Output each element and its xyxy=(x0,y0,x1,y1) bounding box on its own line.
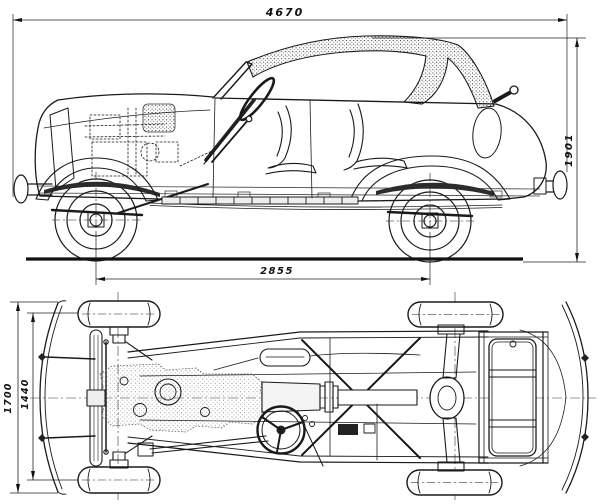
driveline-plan xyxy=(262,325,464,471)
dim-wheelbase-label: 2855 xyxy=(260,266,294,277)
air-filter xyxy=(143,104,175,132)
dim-overall-length-label: 4670 xyxy=(265,6,305,19)
rear-bumper-side xyxy=(534,171,567,199)
rear-leaf-spring-side xyxy=(376,183,494,196)
dim-front-track-label: 1440 xyxy=(20,378,31,410)
engine-block-plan xyxy=(100,364,266,432)
differential-plan xyxy=(430,377,464,419)
side-elevation-view xyxy=(13,6,586,285)
running-board xyxy=(162,197,358,204)
top-bow-hinge xyxy=(495,86,518,101)
convertible-top xyxy=(247,36,494,108)
dim-overall-height-label: 1901 xyxy=(564,133,575,167)
muffler-plan xyxy=(214,349,420,370)
steering-column-side xyxy=(204,75,278,164)
front-bumper-side xyxy=(14,175,52,203)
windshield xyxy=(213,62,252,99)
rear-wheel-plan-bottom xyxy=(407,470,502,495)
dim-overall-width-label: 1700 xyxy=(3,382,14,414)
chassis-plan-view xyxy=(3,292,596,502)
rear-seat xyxy=(344,104,407,170)
rear-quarter-panel xyxy=(470,107,503,160)
gear-lever-knob xyxy=(246,116,252,122)
rear-wheel-plan-top xyxy=(408,302,503,327)
fuel-tank-plan xyxy=(489,339,536,456)
radiator-grille xyxy=(50,108,74,190)
front-seat xyxy=(266,106,316,174)
front-wheel-plan-top xyxy=(78,301,160,327)
front-wheel-plan-bottom xyxy=(78,467,160,493)
